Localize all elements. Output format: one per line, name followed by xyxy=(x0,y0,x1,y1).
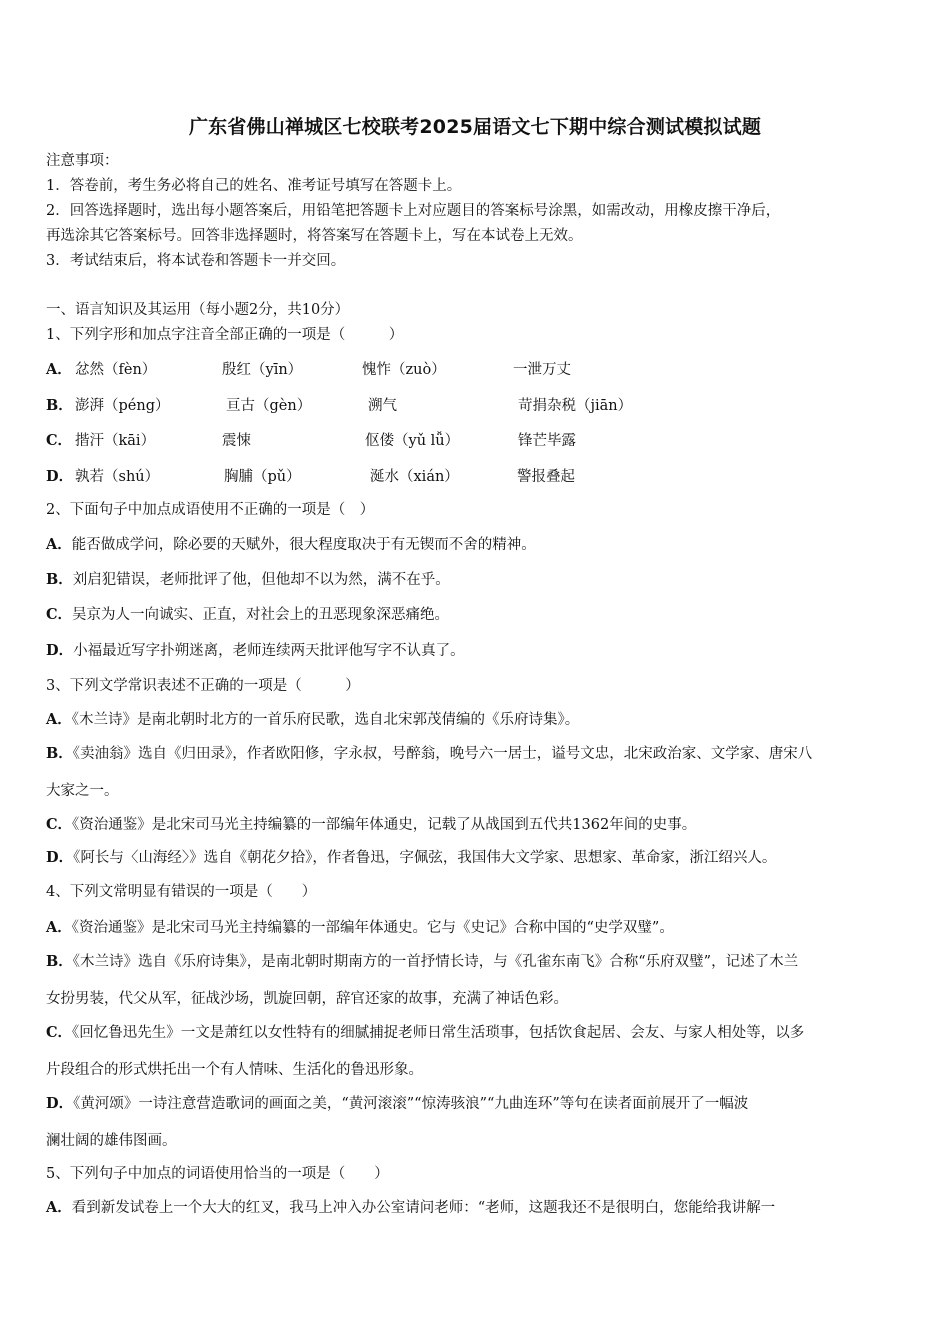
option-item: 苛捐杂税（jiān） xyxy=(518,398,633,414)
q1-option-c xyxy=(46,429,908,451)
q4-line: C．《回忆鲁迅先生》一文是萧红以女性特有的细腻捕捉老师日常生活琐事，包括饮食起居、会友、与家人相处等，以多 xyxy=(46,1024,805,1041)
q4-line: B．《木兰诗》选自《乐府诗集》，是南北朝时期南方的一首抒情长诗，与《孔雀东南飞》合称“乐府双璧”，记述了木兰 xyxy=(46,953,799,970)
q1-option-d xyxy=(46,465,908,487)
option-item: 涎水（xián） xyxy=(370,469,459,485)
q4-line: 女扮男装，代父从军，征战沙场，凯旋回朝，辞官还家的故事，充满了神话色彩。 xyxy=(46,991,568,1007)
q2-option: C．吴京为人一向诚实、正直，对社会上的丑恶现象深恶痛绝。 xyxy=(46,606,450,623)
q3-line: C．《资治通鉴》是北宋司马光主持编纂的一部编年体通史，记载了从战国到五代共1362年间的史事。 xyxy=(46,816,697,833)
q4-line: A．《资治通鉴》是北宋司马光主持编纂的一部编年体通史。它与《史记》合称中国的“史学双璧”。 xyxy=(46,919,674,936)
option-item: 胸脯（pǔ） xyxy=(224,469,301,485)
q3-line: A．《木兰诗》是南北朝时北方的一首乐府民歌，选自北宋郭茂倩编的《乐府诗集》。 xyxy=(46,711,580,728)
option-item: 亘古（gèn） xyxy=(226,398,312,414)
q4-line: 澜壮阔的雄伟图画。 xyxy=(46,1133,177,1149)
q2-option: B．刘启犯错误，老师批评了他，但他却不以为然，满不在乎。 xyxy=(46,571,450,588)
option-item: 殷红（yīn） xyxy=(222,362,303,378)
q2-option: A．能否做成学问，除必要的天赋外，很大程度取决于有无锲而不舍的精神。 xyxy=(46,536,536,553)
q1-option-a xyxy=(46,358,908,380)
option-item: 震悚 xyxy=(222,433,251,449)
option-item: 锋芒毕露 xyxy=(518,433,576,449)
notice-heading: 注意事项： xyxy=(46,153,119,169)
section-heading: 一、语言知识及其运用（每小题2分，共10分） xyxy=(46,302,350,318)
page-title: 广东省佛山禅城区七校联考2025届语文七下期中综合测试模拟试题 xyxy=(188,116,762,138)
q5-line: A．看到新发试卷上一个大大的红叉，我马上冲入办公室请问老师：“老师，这题我还不是很明白，您能给我讲解一 xyxy=(46,1199,776,1216)
option-item: 愧怍（zuò） xyxy=(362,362,446,378)
option-item: 一泄万丈 xyxy=(513,362,571,378)
question-3-stem: 3、下列文学常识表述不正确的一项是（ ） xyxy=(46,678,360,694)
notice-item: 3．考试结束后，将本试卷和答题卡一并交回。 xyxy=(46,253,346,269)
notice-item: 1．答卷前，考生务必将自己的姓名、准考证号填写在答题卡上。 xyxy=(46,178,462,194)
question-2-stem: 2、下面句子中加点成语使用不正确的一项是（ ） xyxy=(46,502,375,518)
option-item: 警报叠起 xyxy=(517,469,575,485)
q1-option-b xyxy=(46,394,908,416)
q3-line: 大家之一。 xyxy=(46,783,119,799)
option-label: D． xyxy=(46,468,74,485)
question-5-stem: 5、下列句子中加点的词语使用恰当的一项是（ ） xyxy=(46,1166,389,1182)
option-label: B． xyxy=(46,397,73,414)
q3-line: B．《卖油翁》选自《归田录》，作者欧阳修，字永叔，号醉翁，晚号六一居士，谥号文忠，北宋政治家、文学家、唐宋八 xyxy=(46,745,813,762)
question-4-stem: 4、下列文常明显有错误的一项是（ ） xyxy=(46,884,317,900)
q4-line: D．《黄河颂》一诗注意营造歌词的画面之美，“黄河滚滚”“惊涛骇浪”“九曲连环”等句在读者面前展开了一幅波 xyxy=(46,1095,749,1112)
option-label: A． xyxy=(46,361,72,378)
option-item: 伛偻（yǔ lǚ） xyxy=(365,433,460,449)
notice-item: 2．回答选择题时，选出每小题答案后，用铅笔把答题卡上对应题目的答案标号涂黑，如需改动，用橡皮擦干净后， xyxy=(46,203,781,219)
q3-line: D．《阿长与〈山海经〉》选自《朝花夕拾》，作者鲁迅，字佩弦，我国伟大文学家、思想家、革命家，浙江绍兴人。 xyxy=(46,849,777,866)
option-item: 忿然（fèn） xyxy=(75,362,157,378)
question-1-stem: 1、下列字形和加点字注音全部正确的一项是（ ） xyxy=(46,327,404,343)
option-item: 溯气 xyxy=(368,398,397,414)
option-label: C． xyxy=(46,432,73,449)
option-item: 孰若（shú） xyxy=(75,469,160,485)
q2-option: D．小福最近写字扑朔迷离，老师连续两天批评他写字不认真了。 xyxy=(46,642,465,659)
notice-item: 再选涂其它答案标号。回答非选择题时，将答案写在答题卡上，写在本试卷上无效。 xyxy=(46,228,583,244)
q4-line: 片段组合的形式烘托出一个有人情味、生活化的鲁迅形象。 xyxy=(46,1062,423,1078)
option-item: 揩汗（kāi） xyxy=(75,433,156,449)
option-item: 澎湃（péng） xyxy=(75,398,170,414)
